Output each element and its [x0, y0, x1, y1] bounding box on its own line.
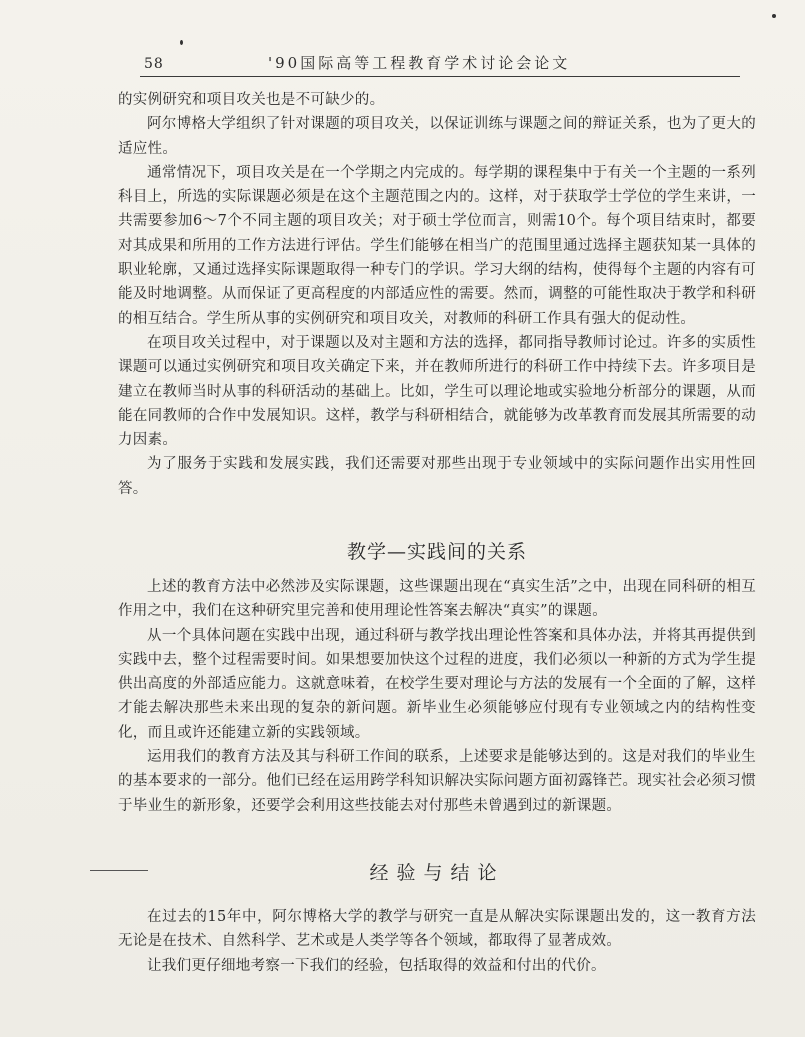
paragraph: 阿尔博格大学组织了针对课题的项目攻关，以保证训练与课题之间的辩证关系，也为了更大的适应性。	[118, 116, 756, 157]
section-body-teaching-practice	[118, 575, 756, 818]
paragraph: 在过去的15年中，阿尔博格大学的教学与研究一直是从解决实际课题出发的，这一教育方法无论是在技术、自然科学、艺术或是人类学等各个领域，都取得了显著成效。	[118, 909, 756, 950]
section-body-experience-conclusion	[118, 905, 756, 978]
paragraph: 的实例研究和项目攻关也是不可缺少的。	[118, 92, 385, 108]
header-title: '90国际高等工程教育学术讨论会论文	[268, 54, 571, 72]
page-number: 58	[144, 56, 164, 72]
section-heading-experience-conclusion: 经验与结论	[369, 862, 505, 884]
paragraph: 从一个具体问题在实践中出现，通过科研与教学找出理论性答案和具体办法，并将其再提供到实践中去，整个过程需要时间。如果想要加快这个过程的进度，我们必须以一种新的方式为学生提供出高度的外部适应能力。这就意味着，在校学生要对理论与方法的发展有一个全面的了解，这样才能去解决那些未来出现的复杂的新问题。新毕业生必须能够应付现有专业领域之内的结构性变化，而且或许还能建立新的实践领域。	[118, 627, 756, 741]
paragraph: 运用我们的教育方法及其与科研工作间的联系，上述要求是能够达到的。这是对我们的毕业生的基本要求的一部分。他们已经在运用跨学科知识解决实际问题方面初露锋芒。现实社会必须习惯于毕业生的新形象，还要学会利用这些技能去对付那些未曾遇到过的新课题。	[118, 749, 756, 814]
paragraph: 通常情况下，项目攻关是在一个学期之内完成的。每学期的课程集中于有关一个主题的一系列科目上，所选的实际课题必须是在这个主题范围之内的。这样，对于获取学士学位的学生来讲，一共需要参加6～7个不同主题的项目攻关；对于硕士学位而言，则需10个。每个项目结束时，都要对其成果和所用的工作方法进行评估。学生们能够在相当广的范围里通过选择主题获知某一具体的职业轮廓，又通过选择实际课题取得一种专门的学识。学习大纲的结构，使得每个主题的内容有可能及时地调整。从而保证了更高程度的内部适应性的需要。然而，调整的可能性取决于教学和科研的相互结合。学生所从事的实例研究和项目攻关，对教师的科研工作具有强大的促动性。	[118, 164, 756, 327]
section-body-intro	[118, 88, 756, 501]
running-header	[140, 52, 740, 77]
scan-speck	[180, 40, 183, 45]
paragraph: 让我们更仔细地考察一下我们的经验，包括取得的效益和付出的代价。	[147, 957, 606, 974]
scan-speck	[772, 14, 776, 18]
section-heading-teaching-practice: 教学—实践间的关系	[346, 541, 527, 563]
paragraph: 为了服务于实践和发展实践，我们还需要对那些出现于专业领域中的实际问题作出实用性回答。	[118, 456, 756, 497]
paragraph: 在项目攻关过程中，对于课题以及对主题和方法的选择，都同指导教师讨论过。许多的实质性课题可以通过实例研究和项目攻关确定下来，并在教师所进行的科研工作中持续下去。许多项目是建立在教师当时从事的科研活动的基础上。比如，学生可以理论地或实验地分析部分的课题，从而能在同教师的合作中发展知识。这样，教学与科研相结合，就能够为改革教育而发展其所需要的动力因素。	[118, 334, 756, 449]
paragraph: 上述的教育方法中必然涉及实际课题，这些课题出现在“真实生活”之中，出现在同科研的相互作用之中，我们在这种研究里完善和使用理论性答案去解决“真实”的课题。	[118, 579, 756, 620]
